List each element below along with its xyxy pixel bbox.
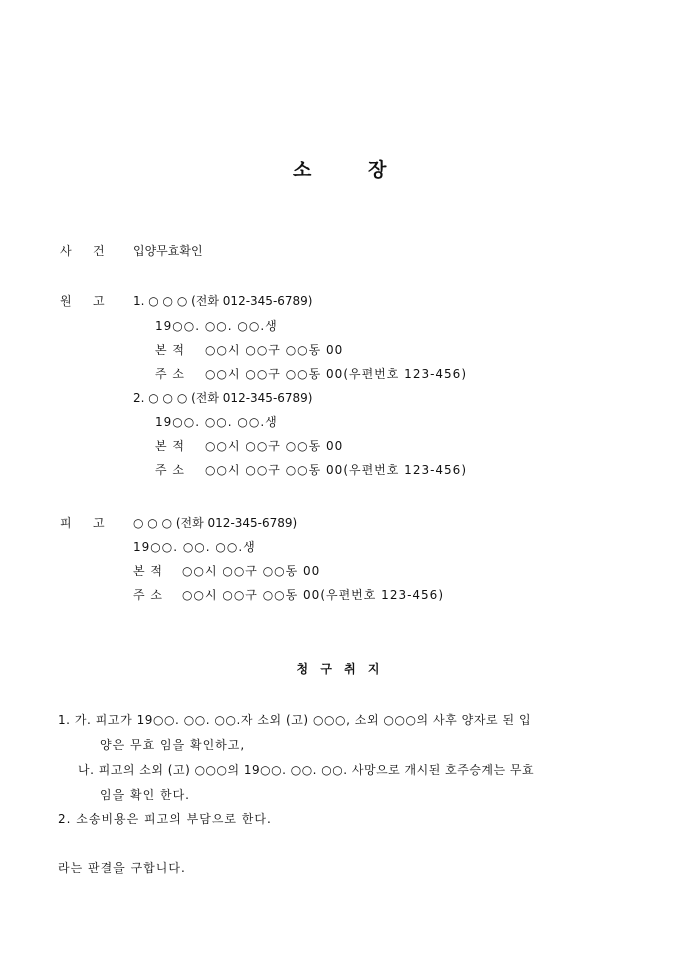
claim-item-2: 2. 소송비용은 피고의 부담으로 한다. xyxy=(58,812,272,826)
plaintiff-2-domicile: ○○시 ○○구 ○○동 00 xyxy=(205,439,344,453)
plaintiff-2-birth: 19○○. ○○. ○○.생 xyxy=(155,415,278,429)
claim-item-1a-line-2: 양은 무효 임을 확인하고, xyxy=(100,738,246,752)
claim-heading: 청 구 취 지 xyxy=(296,662,384,676)
defendant-address: ○○시 ○○구 ○○동 00(우편번호 123-456) xyxy=(182,588,444,602)
plaintiff-label-1: 원 xyxy=(60,294,72,308)
case-label-2: 건 xyxy=(93,244,105,258)
title-char-1: 소 xyxy=(293,159,312,181)
plaintiff-2-address: ○○시 ○○구 ○○동 00(우편번호 123-456) xyxy=(205,463,467,477)
plaintiff-1-domicile-label: 본 적 xyxy=(155,343,185,357)
case-value: 입양무효확인 xyxy=(133,244,203,258)
closing-statement: 라는 판결을 구합니다. xyxy=(58,861,186,875)
defendant-label-1: 피 xyxy=(60,516,72,530)
case-label-1: 사 xyxy=(60,244,72,258)
plaintiff-2-domicile-label: 본 적 xyxy=(155,439,185,453)
defendant-address-label: 주 소 xyxy=(133,588,163,602)
title-char-2: 장 xyxy=(368,159,387,181)
plaintiff-1-birth: 19○○. ○○. ○○.생 xyxy=(155,319,278,333)
defendant-label-2: 고 xyxy=(93,516,105,530)
plaintiff-1-name: 1. ○ ○ ○ (전화 012-345-6789) xyxy=(133,294,313,308)
document-title xyxy=(0,158,680,182)
plaintiff-label-2: 고 xyxy=(93,294,105,308)
claim-item-1b-line-1: 나. 피고의 소외 (고) ○○○의 19○○. ○○. ○○. 사망으로 개시된 호주승계는 무효 xyxy=(78,763,535,777)
plaintiff-2-name: 2. ○ ○ ○ (전화 012-345-6789) xyxy=(133,391,313,405)
defendant-name: ○ ○ ○ (전화 012-345-6789) xyxy=(133,516,298,530)
plaintiff-1-address: ○○시 ○○구 ○○동 00(우편번호 123-456) xyxy=(205,367,467,381)
claim-item-1a-line-1: 1. 가. 피고가 19○○. ○○. ○○.자 소외 (고) ○○○, 소외 ○○○의 사후 양자로 된 입 xyxy=(58,713,532,727)
defendant-domicile: ○○시 ○○구 ○○동 00 xyxy=(182,564,321,578)
plaintiff-1-address-label: 주 소 xyxy=(155,367,185,381)
plaintiff-2-address-label: 주 소 xyxy=(155,463,185,477)
claim-item-1b-line-2: 임을 확인 한다. xyxy=(100,788,190,802)
plaintiff-1-domicile: ○○시 ○○구 ○○동 00 xyxy=(205,343,344,357)
defendant-birth: 19○○. ○○. ○○.생 xyxy=(133,540,256,554)
defendant-domicile-label: 본 적 xyxy=(133,564,163,578)
